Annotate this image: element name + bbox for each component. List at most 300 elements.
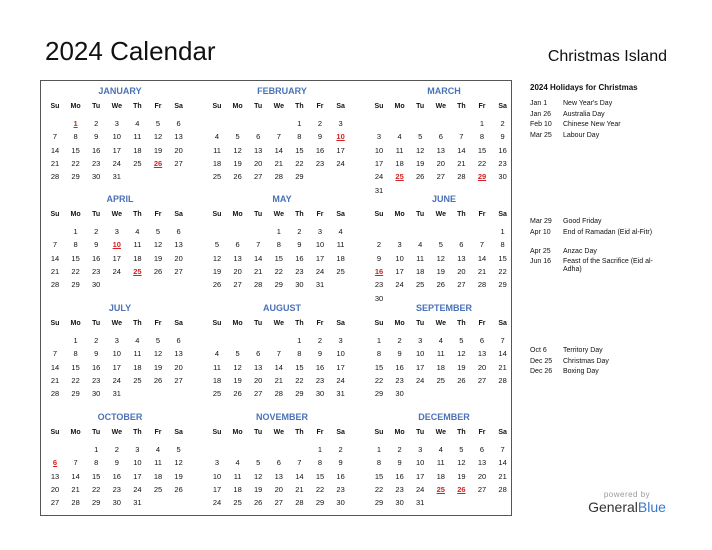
day-cell: 21 xyxy=(498,362,507,372)
day-cell: 11 xyxy=(133,132,142,142)
day-cell: 3 xyxy=(338,336,343,345)
day-cell: 5 xyxy=(155,119,161,128)
day-cell: 13 xyxy=(436,145,445,155)
day-cell: 8 xyxy=(376,458,382,468)
holiday-name: Feast of the Sacrifice (Eid al-Adha) xyxy=(563,258,653,273)
weekday-header: We xyxy=(435,429,446,436)
day-cell: 29 xyxy=(71,280,80,290)
day-cell: 10 xyxy=(416,458,425,468)
weekday-header: Th xyxy=(295,320,304,327)
day-cell: 29 xyxy=(295,172,304,182)
day-cell: 13 xyxy=(254,362,263,372)
weekday-header: Sa xyxy=(174,103,183,110)
day-cell: 10 xyxy=(395,253,404,263)
weekday-header: We xyxy=(435,211,446,218)
day-cell: 4 xyxy=(438,445,443,454)
day-cell: 14 xyxy=(254,253,263,263)
day-cell: 21 xyxy=(50,375,60,385)
day-cell: 8 xyxy=(317,458,323,468)
day-cell: 4 xyxy=(135,119,140,128)
brand-logo xyxy=(582,490,672,515)
day-cell: 2 xyxy=(397,336,402,345)
weekday-header: Tu xyxy=(92,320,101,327)
day-cell: 19 xyxy=(233,158,242,168)
month-name: FEBRUARY xyxy=(257,86,307,96)
day-cell: 21 xyxy=(274,375,283,385)
weekday-header: Mo xyxy=(232,103,243,110)
day-cell: 13 xyxy=(174,132,183,142)
holiday-date: Feb 10 xyxy=(530,121,552,128)
day-cell: 30 xyxy=(374,293,384,303)
holiday-name: Christmas Day xyxy=(563,357,609,365)
page-title: 2024 Calendar xyxy=(45,36,216,66)
holiday-date: Dec 25 xyxy=(530,357,553,365)
day-cell: 30 xyxy=(395,498,404,508)
weekday-header: Tu xyxy=(416,103,425,110)
day-cell: 4 xyxy=(214,132,220,142)
day-cell: 21 xyxy=(477,266,487,276)
day-cell: 26 xyxy=(254,498,263,508)
day-cell: 13 xyxy=(50,471,60,481)
weekday-header: Th xyxy=(133,320,142,327)
weekday-header: Sa xyxy=(174,211,183,218)
day-cell: 11 xyxy=(436,349,445,359)
day-cell: 15 xyxy=(374,471,384,481)
day-cell: 24 xyxy=(416,484,425,494)
day-cell: 13 xyxy=(477,349,487,359)
month-january xyxy=(45,83,195,187)
day-cell: 22 xyxy=(295,375,304,385)
day-cell: 19 xyxy=(174,471,183,481)
month-august xyxy=(207,300,357,404)
holiday-name: Labour Day xyxy=(563,131,600,139)
day-cell: 20 xyxy=(457,266,466,276)
day-cell: 12 xyxy=(174,458,183,468)
day-cell: 8 xyxy=(500,240,505,250)
day-cell: 1 xyxy=(317,445,323,454)
weekday-header: Fr xyxy=(478,211,486,218)
holiday-name: Boxing Day xyxy=(563,368,599,375)
day-cell: 11 xyxy=(154,458,162,468)
day-cell: 17 xyxy=(112,145,121,155)
day-cell: 28 xyxy=(50,280,60,290)
weekday-header: Th xyxy=(457,211,466,218)
day-cell: 25 xyxy=(153,484,163,494)
weekday-header: Mo xyxy=(70,429,81,436)
holiday-day: 10 xyxy=(336,132,345,142)
day-cell: 12 xyxy=(212,253,222,263)
month-name: DECEMBER xyxy=(418,412,470,422)
day-cell: 10 xyxy=(133,458,142,468)
day-cell: 11 xyxy=(133,240,142,250)
weekday-header: Th xyxy=(457,429,466,436)
day-cell: 23 xyxy=(92,158,101,168)
day-cell: 13 xyxy=(174,240,183,250)
day-cell: 19 xyxy=(233,375,242,385)
brand-blue: Blue xyxy=(637,499,666,515)
holiday-name: Territory Day xyxy=(563,347,603,354)
day-cell: 1 xyxy=(376,336,382,345)
day-cell: 25 xyxy=(436,375,445,385)
day-cell: 1 xyxy=(73,227,78,236)
calendar-grid xyxy=(40,80,512,516)
weekday-header: Tu xyxy=(254,211,263,218)
month-name: NOVEMBER xyxy=(255,412,308,422)
day-cell: 2 xyxy=(338,445,343,454)
month-name: SEPTEMBER xyxy=(415,303,472,313)
day-cell: 4 xyxy=(235,458,240,468)
brand-general: General xyxy=(588,499,638,515)
day-cell: 7 xyxy=(500,336,505,345)
day-cell: 1 xyxy=(297,119,302,128)
day-cell: 28 xyxy=(498,375,507,385)
day-cell: 9 xyxy=(397,458,402,468)
holiday-day: 6 xyxy=(52,458,58,468)
day-cell: 31 xyxy=(374,185,384,195)
day-cell: 6 xyxy=(176,336,181,345)
day-cell: 28 xyxy=(71,498,80,508)
day-cell: 8 xyxy=(297,132,302,142)
day-cell: 9 xyxy=(297,240,302,250)
day-cell: 20 xyxy=(477,362,487,372)
day-cell: 9 xyxy=(376,253,382,263)
day-cell: 8 xyxy=(73,132,78,142)
day-cell: 27 xyxy=(477,375,487,385)
day-cell: 4 xyxy=(397,132,402,142)
day-cell: 14 xyxy=(498,349,507,359)
day-cell: 20 xyxy=(50,484,60,494)
day-cell: 3 xyxy=(114,336,119,345)
month-name: JANUARY xyxy=(98,86,142,96)
day-cell: 31 xyxy=(315,280,325,290)
day-cell: 22 xyxy=(92,484,101,494)
day-cell: 26 xyxy=(233,389,242,399)
day-cell: 21 xyxy=(254,266,263,276)
day-cell: 22 xyxy=(374,484,384,494)
day-cell: 30 xyxy=(498,172,507,182)
weekday-header: Tu xyxy=(254,429,263,436)
weekday-header: Th xyxy=(295,211,304,218)
holiday-day: 29 xyxy=(477,172,487,182)
weekday-header: Sa xyxy=(498,320,507,327)
month-september xyxy=(369,300,519,404)
day-cell: 7 xyxy=(256,240,261,250)
day-cell: 18 xyxy=(395,158,404,168)
day-cell: 5 xyxy=(418,132,423,142)
day-cell: 29 xyxy=(274,280,283,290)
day-cell: 29 xyxy=(374,498,384,508)
day-cell: 7 xyxy=(52,240,58,250)
weekday-header: Su xyxy=(374,211,384,218)
day-cell: 12 xyxy=(457,349,466,359)
weekday-header: Mo xyxy=(232,211,243,218)
day-cell: 11 xyxy=(336,240,345,250)
day-cell: 15 xyxy=(71,362,80,372)
day-cell: 14 xyxy=(295,471,304,481)
day-cell: 7 xyxy=(459,132,464,142)
day-cell: 18 xyxy=(336,253,345,263)
day-cell: 20 xyxy=(274,484,283,494)
day-cell: 30 xyxy=(92,280,101,290)
weekday-header: Fr xyxy=(316,320,324,327)
day-cell: 5 xyxy=(155,336,161,345)
day-cell: 15 xyxy=(71,253,80,263)
day-cell: 3 xyxy=(418,336,423,345)
day-cell: 10 xyxy=(374,145,384,155)
day-cell: 4 xyxy=(438,336,443,345)
day-cell: 30 xyxy=(336,498,345,508)
holiday-date: Oct 6 xyxy=(530,347,547,354)
day-cell: 12 xyxy=(153,240,163,250)
day-cell: 22 xyxy=(71,158,80,168)
day-cell: 26 xyxy=(416,172,425,182)
day-cell: 10 xyxy=(112,349,121,359)
day-cell: 28 xyxy=(50,172,60,182)
day-cell: 9 xyxy=(317,132,323,142)
weekday-header: Th xyxy=(295,429,304,436)
day-cell: 9 xyxy=(114,458,119,468)
weekday-header: Sa xyxy=(174,320,183,327)
day-cell: 14 xyxy=(50,145,60,155)
day-cell: 11 xyxy=(395,145,404,155)
day-cell: 18 xyxy=(233,484,242,494)
day-cell: 8 xyxy=(94,458,99,468)
day-cell: 27 xyxy=(477,484,487,494)
weekday-header: Tu xyxy=(254,320,263,327)
day-cell: 29 xyxy=(498,280,507,290)
day-cell: 16 xyxy=(336,471,345,481)
day-cell: 31 xyxy=(112,172,121,182)
day-cell: 26 xyxy=(153,375,163,385)
day-cell: 21 xyxy=(50,266,60,276)
day-cell: 1 xyxy=(297,336,302,345)
day-cell: 19 xyxy=(153,253,163,263)
day-cell: 24 xyxy=(336,158,345,168)
holiday-name: Chinese New Year xyxy=(563,121,621,128)
weekday-header: Sa xyxy=(336,429,345,436)
day-cell: 29 xyxy=(71,172,80,182)
holiday-date: Dec 26 xyxy=(530,368,553,375)
day-cell: 8 xyxy=(73,349,78,359)
day-cell: 3 xyxy=(317,227,323,236)
day-cell: 3 xyxy=(214,458,220,468)
day-cell: 12 xyxy=(254,471,263,481)
day-cell: 17 xyxy=(395,266,404,276)
weekday-header: Th xyxy=(457,320,466,327)
day-cell: 20 xyxy=(254,158,263,168)
day-cell: 24 xyxy=(395,280,404,290)
weekday-header: Mo xyxy=(394,429,405,436)
day-cell: 11 xyxy=(416,253,425,263)
holiday-date: Mar 29 xyxy=(530,218,552,225)
weekday-header: Tu xyxy=(254,103,263,110)
day-cell: 18 xyxy=(133,145,142,155)
day-cell: 7 xyxy=(276,349,281,359)
day-cell: 2 xyxy=(114,445,119,454)
weekday-header: Mo xyxy=(232,429,243,436)
day-cell: 28 xyxy=(498,484,507,494)
day-cell: 4 xyxy=(418,240,423,250)
day-cell: 5 xyxy=(459,445,464,454)
weekday-header: Fr xyxy=(478,429,486,436)
weekday-header: Tu xyxy=(416,429,425,436)
day-cell: 23 xyxy=(295,266,304,276)
day-cell: 27 xyxy=(174,266,183,276)
day-cell: 16 xyxy=(395,471,404,481)
day-cell: 15 xyxy=(374,362,384,372)
holiday-day: 25 xyxy=(436,484,445,494)
day-cell: 13 xyxy=(274,471,283,481)
day-cell: 13 xyxy=(477,458,487,468)
day-cell: 10 xyxy=(212,471,222,481)
day-cell: 5 xyxy=(176,445,181,454)
month-may xyxy=(207,191,357,295)
day-cell: 8 xyxy=(479,132,485,142)
day-cell: 4 xyxy=(155,445,161,454)
day-cell: 26 xyxy=(436,280,445,290)
day-cell: 19 xyxy=(153,145,163,155)
day-cell: 3 xyxy=(376,132,382,142)
day-cell: 16 xyxy=(315,145,325,155)
day-cell: 14 xyxy=(498,458,507,468)
day-cell: 27 xyxy=(174,375,183,385)
day-cell: 22 xyxy=(71,375,80,385)
weekday-header: Fr xyxy=(478,320,486,327)
weekday-header: We xyxy=(111,429,122,436)
day-cell: 31 xyxy=(133,498,142,508)
weekday-header: We xyxy=(435,103,446,110)
day-cell: 22 xyxy=(295,158,304,168)
weekday-header: Th xyxy=(295,103,304,110)
month-name: MARCH xyxy=(427,86,461,96)
day-cell: 1 xyxy=(500,227,505,236)
day-cell: 20 xyxy=(436,158,445,168)
day-cell: 3 xyxy=(338,119,343,128)
day-cell: 5 xyxy=(235,132,240,142)
day-cell: 17 xyxy=(112,253,121,263)
month-november xyxy=(207,409,357,513)
day-cell: 11 xyxy=(213,145,221,155)
day-cell: 23 xyxy=(92,375,101,385)
holiday-name: End of Ramadan (Eid al-Fitr) xyxy=(563,228,653,236)
day-cell: 9 xyxy=(338,458,343,468)
day-cell: 1 xyxy=(94,445,99,454)
holiday-day: 25 xyxy=(395,172,404,182)
day-cell: 10 xyxy=(336,349,345,359)
day-cell: 17 xyxy=(112,362,121,372)
day-cell: 18 xyxy=(416,266,425,276)
holiday-day: 16 xyxy=(374,266,384,276)
weekday-header: Su xyxy=(374,103,384,110)
day-cell: 6 xyxy=(479,445,485,454)
day-cell: 1 xyxy=(479,119,485,128)
day-cell: 5 xyxy=(235,349,240,359)
weekday-header: Sa xyxy=(498,103,507,110)
day-cell: 15 xyxy=(295,145,304,155)
day-cell: 13 xyxy=(174,349,183,359)
day-cell: 19 xyxy=(457,362,466,372)
weekday-header: Tu xyxy=(416,320,425,327)
day-cell: 6 xyxy=(235,240,240,250)
day-cell: 4 xyxy=(338,227,343,236)
day-cell: 6 xyxy=(479,336,485,345)
day-cell: 6 xyxy=(438,132,443,142)
weekday-header: Sa xyxy=(174,429,183,436)
weekday-header: Fr xyxy=(154,429,162,436)
weekday-header: Mo xyxy=(394,103,405,110)
weekday-header: Th xyxy=(457,103,466,110)
day-cell: 11 xyxy=(133,349,142,359)
holiday-name: Australia Day xyxy=(563,110,605,118)
day-cell: 28 xyxy=(457,172,466,182)
day-cell: 18 xyxy=(436,362,445,372)
holiday-day: 26 xyxy=(153,158,163,168)
day-cell: 5 xyxy=(438,240,443,250)
weekday-header: We xyxy=(273,103,284,110)
day-cell: 11 xyxy=(436,458,445,468)
day-cell: 23 xyxy=(315,375,325,385)
day-cell: 17 xyxy=(416,362,425,372)
day-cell: 8 xyxy=(276,240,281,250)
day-cell: 3 xyxy=(397,240,402,250)
weekday-header: Su xyxy=(212,320,222,327)
day-cell: 15 xyxy=(477,145,487,155)
day-cell: 24 xyxy=(112,158,121,168)
weekday-header: We xyxy=(273,429,284,436)
day-cell: 2 xyxy=(94,119,99,128)
month-name: OCTOBER xyxy=(97,412,143,422)
day-cell: 15 xyxy=(274,253,283,263)
day-cell: 30 xyxy=(395,389,404,399)
region-name: Christmas Island xyxy=(547,48,667,65)
day-cell: 27 xyxy=(254,172,263,182)
day-cell: 25 xyxy=(233,498,242,508)
weekday-header: Mo xyxy=(394,320,405,327)
day-cell: 30 xyxy=(112,498,121,508)
day-cell: 6 xyxy=(176,119,181,128)
powered-by-text: powered by xyxy=(603,490,651,499)
day-cell: 24 xyxy=(374,172,384,182)
day-cell: 23 xyxy=(92,266,101,276)
weekday-header: Th xyxy=(133,103,142,110)
weekday-header: Sa xyxy=(498,211,507,218)
weekday-header: Su xyxy=(50,103,60,110)
day-cell: 27 xyxy=(254,389,263,399)
day-cell: 14 xyxy=(50,362,60,372)
holiday-name: New Year's Day xyxy=(563,100,613,107)
day-cell: 19 xyxy=(416,158,425,168)
holiday-date: Apr 25 xyxy=(530,247,551,255)
day-cell: 12 xyxy=(416,145,425,155)
day-cell: 1 xyxy=(276,227,281,236)
day-cell: 7 xyxy=(479,240,485,250)
day-cell: 11 xyxy=(213,362,221,372)
day-cell: 22 xyxy=(477,158,487,168)
day-cell: 28 xyxy=(477,280,487,290)
day-cell: 19 xyxy=(153,362,163,372)
day-cell: 26 xyxy=(457,375,466,385)
day-cell: 5 xyxy=(256,458,261,468)
weekday-header: Su xyxy=(50,320,60,327)
day-cell: 27 xyxy=(50,498,60,508)
day-cell: 13 xyxy=(254,145,263,155)
day-cell: 13 xyxy=(233,253,242,263)
weekday-header: Fr xyxy=(154,103,162,110)
weekday-header: Tu xyxy=(92,429,101,436)
weekday-header: Mo xyxy=(70,320,81,327)
day-cell: 3 xyxy=(114,119,119,128)
day-cell: 7 xyxy=(500,445,505,454)
